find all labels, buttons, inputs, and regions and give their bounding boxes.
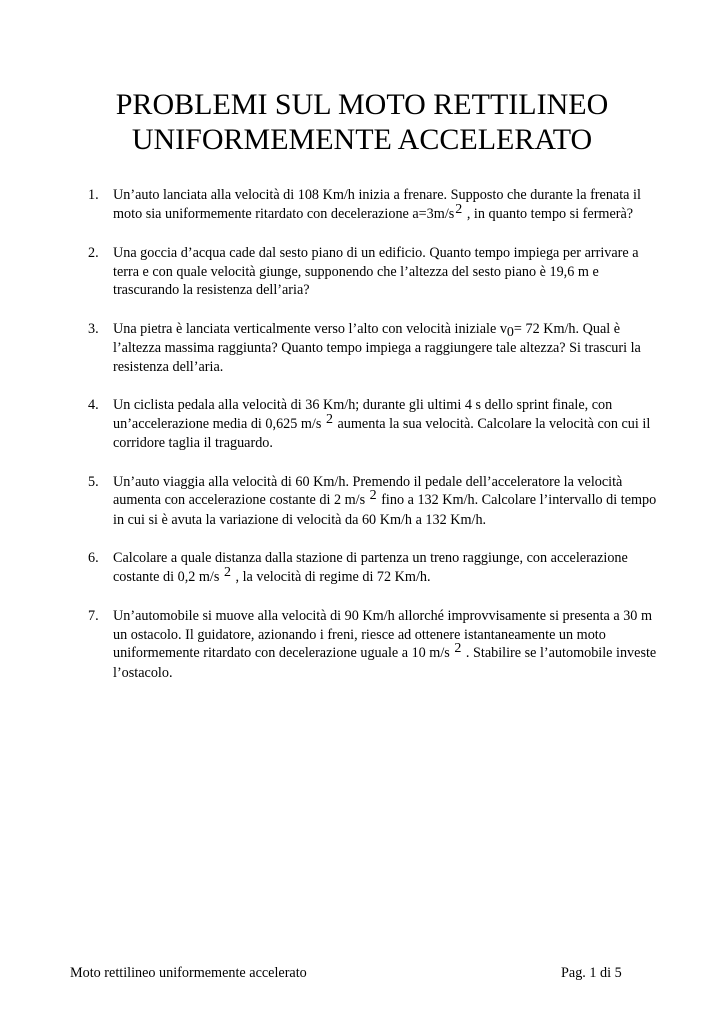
problem-text-continued: , in quanto tempo si fermerà? xyxy=(463,205,634,222)
problem-item-4 xyxy=(88,396,668,453)
problem-text-continued: fino a 132 Km/h. Calcolare l’intervallo di tempo in cui si è avuta la variazione di velocità da 60 Km/h a 132 Km/h. xyxy=(113,492,657,528)
exponent: 2 xyxy=(369,488,377,503)
problem-text-continued: = 72 Km/h. Qual è l’altezza massima raggiunta? Quanto tempo impiega a raggiungere tale altezza? Si trascuri la resistenza dell’aria. xyxy=(113,320,641,375)
problem-item-3 xyxy=(88,320,668,377)
problem-text: Un’automobile si muove alla velocità di 90 Km/h allorché improvvisamente si presenta a 30 m un ostacolo. Il guidatore, azionando i freni, riesce ad ottenere istantaneamente un moto uniformemente ritardato con decelerazione uguale a 10 m/s xyxy=(113,608,652,661)
problem-text: Una goccia d’acqua cade dal sesto piano di un edificio. Quanto tempo impiega per arrivare a terra e con quale velocità giunge, supponendo che l’altezza del sesto piano è 19,6 m e trascurando la resistenza dell’aria? xyxy=(113,245,639,298)
exponent: 2 xyxy=(325,411,333,427)
problem-text: Un’auto lanciata alla velocità di 108 Km/h inizia a frenare. Supposto che durante la frenata il moto sia uniformemente ritardato con decelerazione a=3m/s xyxy=(113,187,641,222)
exponent: 2 xyxy=(223,564,231,580)
page-title-line-1: PROBLEMI SUL MOTO RETTILINEO xyxy=(115,88,609,121)
subscript: 0 xyxy=(506,324,514,340)
page-title-line-2: UNIFORMEMENTE ACCELERATO xyxy=(131,123,593,156)
problem-number: 3. xyxy=(88,320,99,337)
problem-number: 4. xyxy=(88,397,99,413)
problem-text: Un ciclista pedala alla velocità di 36 Km/h; durante gli ultimi 4 s dello sprint finale, con un’accelerazione media di 0,625 m/s xyxy=(113,397,613,432)
exponent: 2 xyxy=(455,201,463,217)
problem-item-1 xyxy=(88,186,668,224)
problem-text-continued: aumenta la sua velocità. Calcolare la velocità con cui il corridore taglia il traguardo. xyxy=(113,415,651,451)
footer-page-number: Pag. 1 di 5 xyxy=(561,965,622,981)
problem-number: 6. xyxy=(88,550,99,566)
problem-text: Una pietra è lanciata verticalmente verso l’alto con velocità iniziale v xyxy=(113,320,507,337)
problem-list xyxy=(88,186,668,702)
problem-text-continued: , la velocità di regime di 72 Km/h. xyxy=(231,568,431,585)
problem-item-6 xyxy=(88,549,668,587)
problem-item-2 xyxy=(88,244,668,300)
problem-text: Un’auto viaggia alla velocità di 60 Km/h. Premendo il pedale dell’acceleratore la velocità aumenta con accelerazione costante di 2 m/s xyxy=(113,473,623,508)
problem-text: Calcolare a quale distanza dalla stazione di partenza un treno raggiunge, con accelerazione costante di 0,2 m/s xyxy=(113,550,628,585)
exponent: 2 xyxy=(454,641,462,656)
problem-number: 2. xyxy=(88,245,99,261)
problem-item-5 xyxy=(88,473,668,530)
problem-number: 1. xyxy=(88,187,99,203)
footer-document-title: Moto rettilineo uniformemente accelerato xyxy=(70,965,307,981)
problem-text-continued: . Stabilire se l’automobile investe l’ostacolo. xyxy=(113,645,657,681)
problem-number: 5. xyxy=(88,473,99,490)
page-title xyxy=(0,87,724,157)
problem-number: 7. xyxy=(88,608,99,624)
problem-item-7 xyxy=(88,607,668,682)
